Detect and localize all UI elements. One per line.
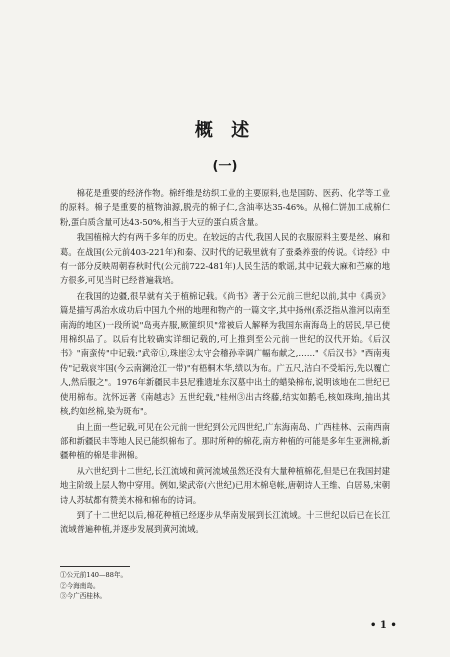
paragraph: 到了十二世纪以后,棉花种植已经逐步从华南发展到长江流域。十三世纪以后已在长江流域普遍种植,并逐步发展到黄河流域。 [60, 509, 390, 535]
footnote: ③今广西桂林。 [60, 592, 107, 600]
paragraph: 由上面一些记载,可见在公元前一世纪到公元四世纪,广东海南岛、广西桂林、云南西南部和新疆民丰等地人民已能织棉布了。那时所种的棉花,南方种植的可能是多年生亚洲棉,新疆种植的棉是非洲棉。 [60, 421, 390, 461]
paragraph: 我国植棉大约有两千多年的历史。在较远的古代,我国人民的衣服原料主要是丝、麻和葛。在战国(公元前403-221年)和秦、汉时代的记载里就有了蚕桑养蚕的传说。《诗经》中有一部分反映周朝春秋时代(公元前722-481年)人民生活的歌谣,其中记载大麻和苎麻的地方很多,可见当时已经普遍栽培。 [60, 232, 390, 286]
page-number: • 1 • [370, 620, 397, 631]
paragraph: 在我国的边疆,很早就有关于植棉记载。《尚书》著于公元前三世纪以前,其中《禹贡》篇是描写禹治水成功后中国九个州的地理和物产的一篇文字,其中扬州(系泛指从淮河以南至南海的地区)一段所说"岛夷卉服,厥篚织贝"常被后人解释为我国东南海岛上的居民,早已使用棉织品了。以后有比较确实详细记载的,可上推到至公元前一世纪的汉代开始。《后汉书》"南蛮传"中记载:"武帝①,珠崖②太守会稽孙幸调广幅布献之,……"《后汉书》"西南夷传"记载哀牢国(今云南澜沧江一带)"有梧桐木华,绩以为布。广五尺,洁白不受垢污,先以覆亡人,然后服之"。1976年新疆民丰县尼雅遗址东汉墓中出土的蜡染棉布,说明该地在二世纪已使用棉布。沈怀远著《南越志》五世纪载,"桂州③出古终藤,结实如鹅毛,核如珠珣,抽出其核,约如丝棉,染为斑布"。 [60, 290, 390, 417]
footnote: ①公元前140—88年。 [60, 571, 128, 579]
footnote: ②今海南岛。 [60, 581, 100, 590]
section-label: (一) [212, 159, 238, 174]
body-text [60, 186, 390, 538]
paragraph: 棉花是重要的经济作物。棉纤维是纺织工业的主要原料,也是国防、医药、化学等工业的原料。棉子是重要的植物油源,脱壳的棉子仁,含油率达35-46%。从棉仁饼加工成棉仁粉,蛋白质含量可达43-50%,相当于大豆的蛋白质含量。 [60, 188, 390, 227]
footnotes [60, 566, 390, 602]
chapter-title: 概 述 [194, 120, 256, 141]
footnote-divider [60, 566, 130, 567]
paragraph: 从六世纪到十二世纪,长江流域和黄河流域虽然还没有大量种植棉花,但是已在我国封建地主阶级上层人物中穿用。例如,梁武帝(六世纪)已用木棉皂帐,唐朝诗人王维、白居易,宋朝诗人苏轼都有赞美木棉和棉布的诗词。 [60, 465, 390, 505]
